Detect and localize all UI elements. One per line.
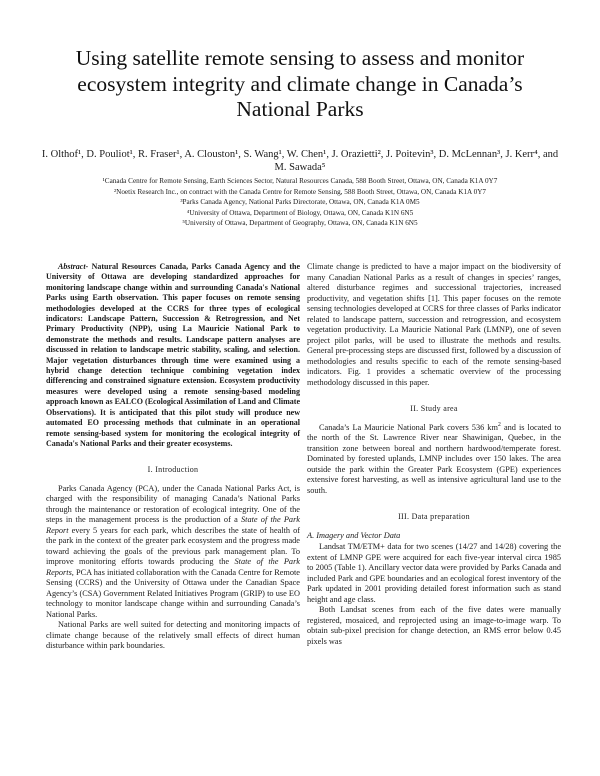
affiliation-4: ⁴University of Ottawa, Department of Biology, Ottawa, ON, Canada K1N 6N5 bbox=[186, 208, 414, 217]
study-area-paragraph: Canada’s La Mauricie National Park covers 536 $km^2$ and is located to the north of the St. Lawrence River near Shawinigan, Quebec, in the transition zone between boreal and northern hardwood/temperate forest. Dominated by forested uplands, LMNP includes over 150 lakes. The area outside the park within the Greater Park Ecosystem (GPE) experiences extensive forest harvesting, as well as intensive agricultural land use to the south. bbox=[307, 421, 562, 495]
affiliation-3: ³Parks Canada Agency, National Parks Directorate, Ottawa, ON, Canada K1A 0M5 bbox=[180, 198, 420, 206]
abstract bbox=[46, 262, 300, 449]
abstract-label: Abstract- bbox=[58, 262, 89, 271]
study-area-heading: II. Study area bbox=[410, 404, 458, 413]
author-list: I. Olthof¹, D. Pouliot¹, R. Fraser¹, A. Clouston¹, S. Wang¹, W. Chen¹, J. Orazietti², J. Poitevin³, D. McLennan³, J. Kerr⁴, and M. Sawada⁵ bbox=[41, 149, 559, 173]
right-column bbox=[307, 262, 561, 647]
affiliation-list bbox=[40, 176, 560, 229]
affiliation-5: ⁵University of Ottawa, Department of Geography, Ottawa, ON, Canada K1N 6N5 bbox=[182, 219, 418, 227]
introduction-paragraph-2: National Parks are well suited for detecting and monitoring impacts of climate change because of the relatively small effects of direct human disturbance within park boundaries. bbox=[46, 620, 300, 651]
state-of-park-report-title: State of the Park Report bbox=[46, 515, 300, 535]
affiliation-1: ¹Canada Centre for Remote Sensing, Earth Sciences Sector, Natural Resources Canada, 588 Booth Street, Ottawa, ON, Canada K1A 0Y7 bbox=[102, 177, 498, 185]
data-preparation-heading: III. Data preparation bbox=[398, 512, 470, 521]
introduction-paragraph-1: Parks Canada Agency (PCA), under the Canada National Parks Act, is charged with the responsibility of managing Canada’s National Parks through the maintenance or restoration of ecological integrity. One of the steps in the management process is the production of a State of the Park Report every 5 years for each park, which describes the state of health of the park in the context of the greater park ecosystem and the progress made toward achieving the goals of the previous park management plan. To improve monitoring efforts towards producing the State of the Park Reports, PCA has initiated collaboration with the Canada Centre for Remote Sensing (CCRS) and the University of Ottawa under the Canadian Space Agency’s (CSA) Government Related Initiatives Program (GRIP) to use EO technology to monitor landscape change within and surrounding Canada’s National Parks. bbox=[46, 483, 300, 619]
introduction-paragraph-3: Climate change is predicted to have a major impact on the biodiversity of many Canadian National Parks as a result of changes in species’ ranges, altered disturbance regimes and successional trajectories, increased productivity, and vegetation shifts [1]. This paper focuses on the remote sensing technologies developed at CCRS for three classes of Parks indicator related to landscape pattern, succession and retrogression, and ecosystem vegetation productivity. La Mauricie National Park (LMNP), one of seven project pilot parks, will be used to illustrate the methods and results. General pre-processing steps are discussed first, followed by a discussion of methodologies and results specific to each of the remote sensing-based indicators. Fig. 1 provides a schematic overview of the processing methodology discussed in this paper. bbox=[307, 262, 561, 387]
data-preparation-paragraph-2: Both Landsat scenes from each of the five dates were manually registered, mosaiced, and reprojected using an image-to-image warp. To obtain sub-pixel precision for change detection, an RMS error below 0.45 pixels was bbox=[307, 605, 561, 646]
introduction-heading: I. Introduction bbox=[147, 465, 199, 475]
paper-title: Using satellite remote sensing to assess and monitor ecosystem integrity and climate change in Canada’s National Parks bbox=[75, 46, 525, 121]
left-column bbox=[46, 262, 300, 652]
abstract-text: Natural Resources Canada, Parks Canada Agency and the University of Ottawa are developing standardized approaches for monitoring landscape change within and surrounding Canada's National Parks using Earth observation. This paper focuses on remote sensing methodologies developed at the CCRS for three types of ecological indicators: Landscape Pattern, Succession & Retrogression, and Net Primary Productivity (NPP), using La Mauricie National Park to demonstrate the methods and results. Landscape pattern analyses are discussed in relation to landscape metric stability, scaling, and selection. Major vegetation disturbances through time were examined using a hybrid change detection technique combining vegetation index differencing and constrained signature extension. Ecosystem productivity measures were developed using a remote sensing-based modeling approach known as EALCO (Ecological Assimilation of Land and Climate Observations). It is anticipated that this pilot study will produce new automated EO processing methods that culminate in an operational remote sensing-based system for monitoring the ecological integrity of Canada's National Parks and their greater ecosystems. bbox=[46, 262, 300, 448]
affiliation-2: ²Noetix Research Inc., on contract with the Canada Centre for Remote Sensing, 588 Booth Street, Ottawa, ON, Canada K1A 0Y7 bbox=[113, 187, 487, 196]
data-preparation-paragraph-1: Landsat TM/ETM+ data for two scenes (14/27 and 14/28) covering the extent of LMNP GPE were acquired for each five-year interval circa 1985 to 2005 (Table 1). Ancillary vector data were provided by Parks Canada and included Park and GPE boundaries and an ecological forest inventory of the Park updated in 2001 providing detailed forest information such as stand height and age class. bbox=[307, 542, 561, 604]
imagery-subheading: A. Imagery and Vector Data bbox=[307, 530, 401, 540]
state-of-park-reports-title: State of the Park Reports, bbox=[46, 557, 300, 577]
